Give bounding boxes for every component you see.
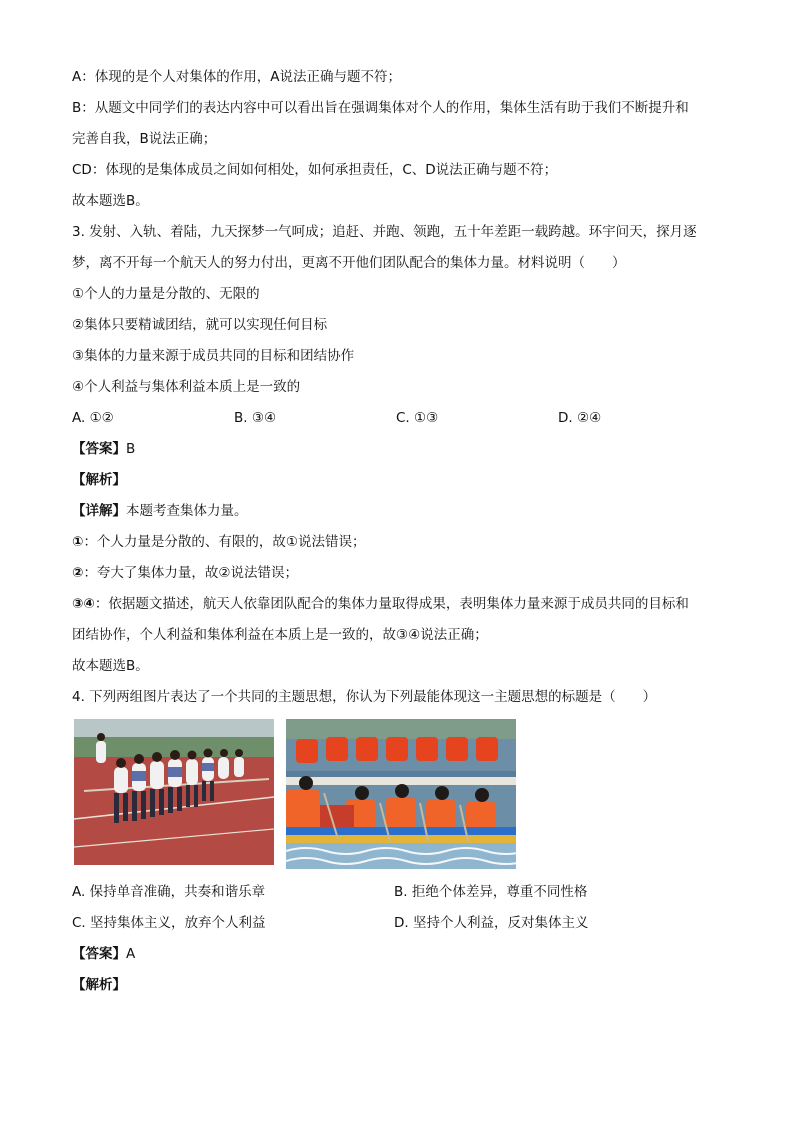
q3-explain-34 <box>72 589 732 620</box>
q3-explain-2-mark: ② <box>72 565 84 581</box>
q2-analysis-a: A：体现的是个人对集体的作用，A说法正确与题不符； <box>72 69 401 85</box>
q4-option-a: A. 保持单音准确，共奏和谐乐章 <box>72 884 266 900</box>
q3-option-b: B. ③④ <box>234 410 277 426</box>
q3-conclusion: 故本题选B。 <box>72 658 149 674</box>
q4-options-row2 <box>72 908 732 939</box>
q3-answer-label: 【答案】 <box>72 441 126 457</box>
q3-explain-2-text: ：夸大了集体力量，故②说法错误； <box>83 565 299 581</box>
q2-analysis-b-line2: 完善自我，B说法正确； <box>72 131 217 147</box>
q3-detail-label: 【详解】 <box>72 503 126 519</box>
q3-stem-line1: 3. 发射、入轨、着陆，九天探梦一气呵成；追赶、并跑、领跑，五十年差距一载跨越。环宇问天，探月逐 <box>72 224 697 240</box>
q4-answer-label: 【答案】 <box>72 946 126 962</box>
q4-answer <box>72 939 732 970</box>
q3-item-3: ③集体的力量来源于成员共同的目标和团结协作 <box>72 348 355 364</box>
q3-answer-value: B <box>126 441 136 457</box>
q4-option-c: C. 坚持集体主义，放弃个人利益 <box>72 915 266 931</box>
q3-explain-1-mark: ① <box>72 534 84 550</box>
q3-item-4: ④个人利益与集体利益本质上是一致的 <box>72 379 301 395</box>
q3-explain-34-mark: ③④ <box>72 596 95 612</box>
q3-stem-line2: 梦，离不开每一个航天人的努力付出，更离不开他们团队配合的集体力量。材料说明（ ） <box>72 255 626 271</box>
q4-answer-value: A <box>126 946 136 962</box>
q4-option-d: D. 坚持个人利益，反对集体主义 <box>394 915 589 931</box>
q4-option-b: B. 拒绝个体差异，尊重不同性格 <box>394 884 588 900</box>
q4-analysis-label: 【解析】 <box>72 977 126 993</box>
dragon-boat-photo <box>286 719 516 869</box>
q3-explain-1-text: ：个人力量是分散的、有限的，故①说法错误； <box>83 534 366 550</box>
q3-explain-1 <box>72 527 732 558</box>
document-page <box>72 62 732 1001</box>
q3-item-2: ②集体只要精诚团结，就可以实现任何目标 <box>72 317 328 333</box>
q3-explain-34-text: ：依据题文描述，航天人依靠团队配合的集体力量取得成果，表明集体力量来源于成员共同的目标和 <box>94 596 689 612</box>
q3-detail <box>72 496 732 527</box>
q3-explain-2 <box>72 558 732 589</box>
q3-option-c: C. ①③ <box>396 410 439 426</box>
q3-answer <box>72 434 732 465</box>
q3-item-1: ①个人的力量是分散的、无限的 <box>72 286 260 302</box>
q3-options <box>72 403 732 434</box>
q4-options-row1 <box>72 877 732 908</box>
q2-analysis-b-line1: B：从题文中同学们的表达内容中可以看出旨在强调集体对个人的作用，集体生活有助于我们不断提升和 <box>72 100 689 116</box>
q3-analysis-label: 【解析】 <box>72 472 126 488</box>
q3-explain-34-line2: 团结协作，个人利益和集体利益在本质上是一致的，故③④说法正确； <box>72 627 488 643</box>
q3-detail-text: 本题考查集体力量。 <box>126 503 248 519</box>
q2-analysis-cd: CD：体现的是集体成员之间如何相处，如何承担责任，C、D说法正确与题不符； <box>72 162 558 178</box>
q2-conclusion: 故本题选B。 <box>72 193 149 209</box>
q4-figures <box>74 719 732 869</box>
q3-option-d: D. ②④ <box>558 410 602 426</box>
tug-of-war-photo <box>74 719 274 865</box>
q3-option-a: A. ①② <box>72 410 114 426</box>
q4-stem: 4. 下列两组图片表达了一个共同的主题思想，你认为下列最能体现这一主题思想的标题是（ ） <box>72 689 657 705</box>
